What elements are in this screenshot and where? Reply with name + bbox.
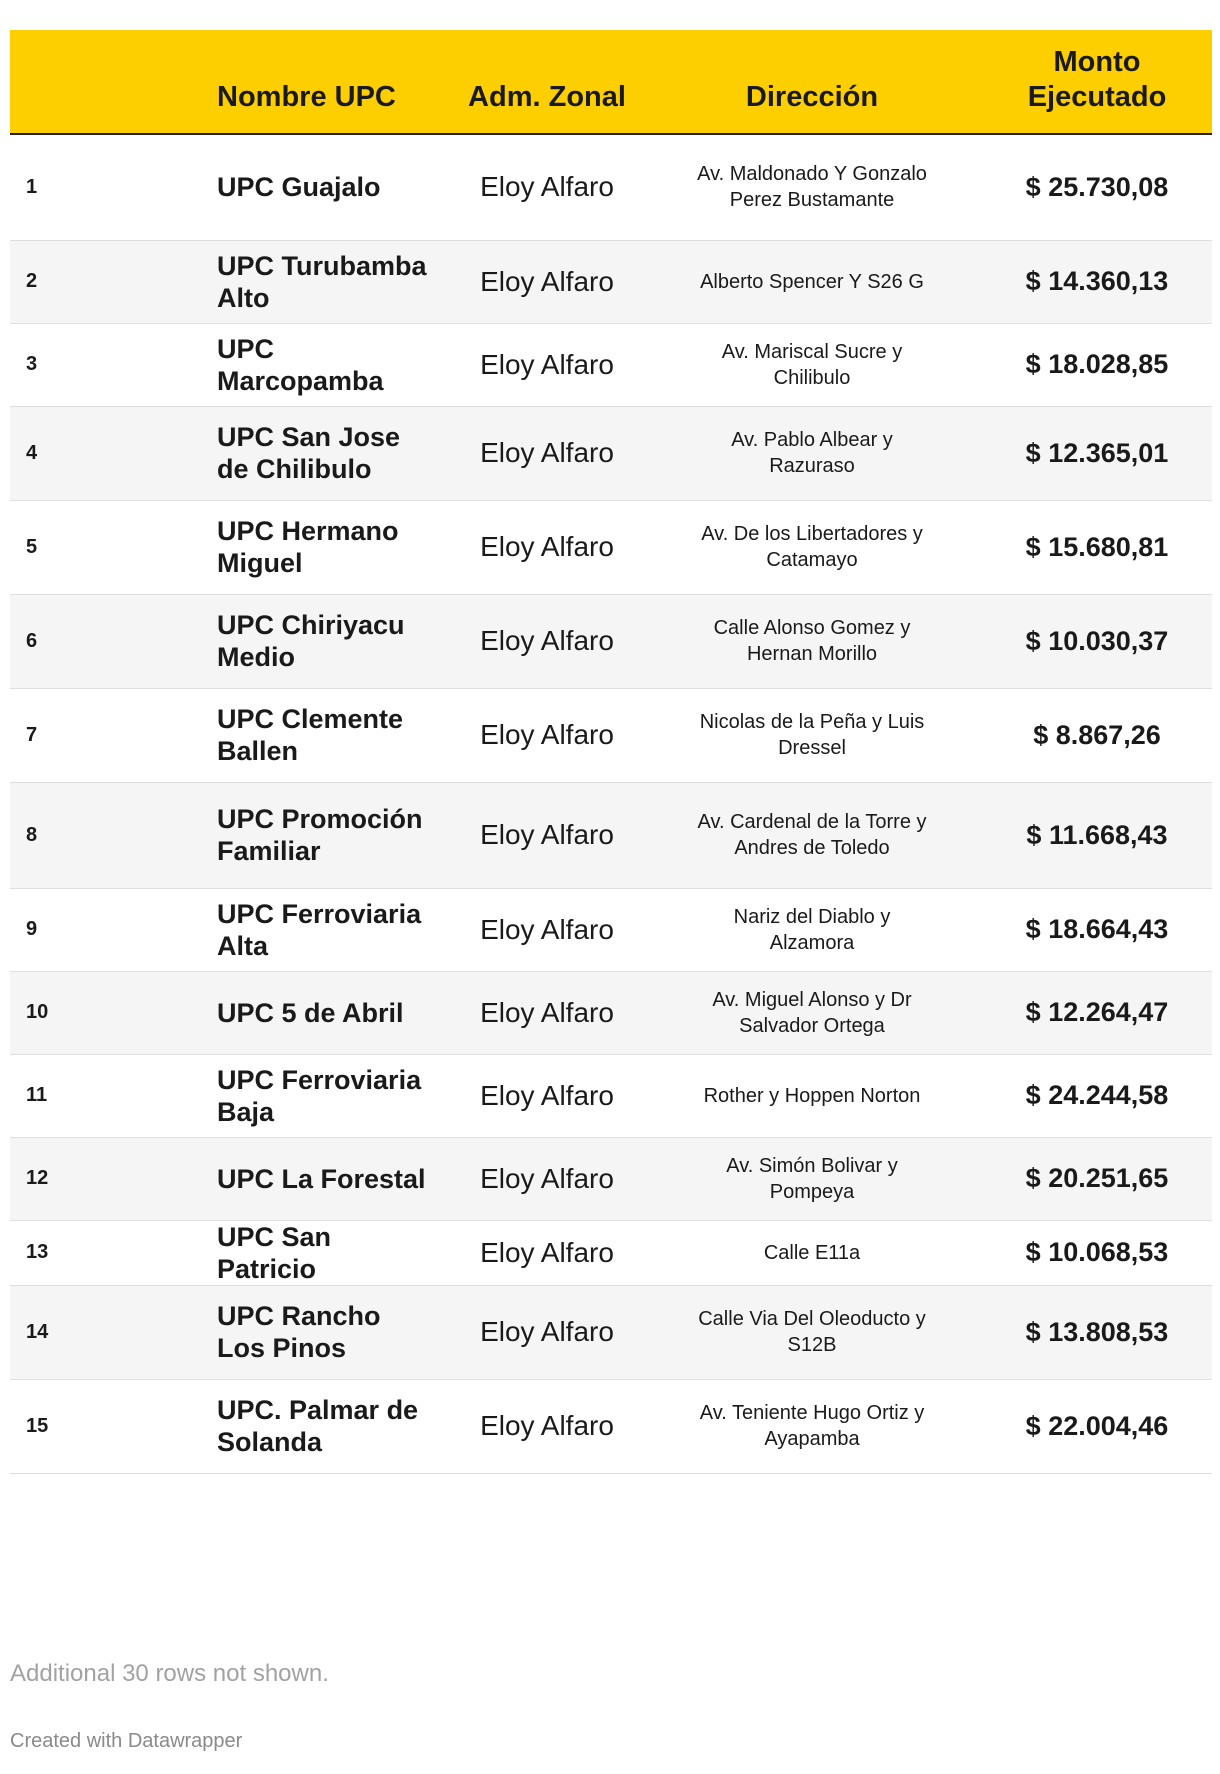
row-number: 2 (26, 270, 38, 292)
upc-name-cell: UPC San Jose de Chilibulo (217, 422, 401, 484)
table-row (10, 888, 1212, 971)
table-row (10, 688, 1212, 782)
monto-cell: $ 8.867,26 (1033, 719, 1161, 750)
upc-name-cell: UPC Clemente Ballen (217, 704, 404, 766)
direccion-cell: Calle E11a (763, 1241, 861, 1264)
table-header (10, 30, 1212, 134)
table-row (10, 240, 1212, 323)
upc-name-cell: UPC La Forestal (217, 1163, 426, 1194)
direccion-cell: Av. Cardenal de la Torre y Andres de Toledo (697, 811, 927, 859)
table-row (10, 134, 1212, 240)
direccion-cell: Av. De los Libertadores y Catamayo (701, 523, 923, 571)
monto-cell: $ 15.680,81 (1025, 531, 1169, 562)
table-row (10, 1137, 1212, 1220)
row-number: 10 (26, 1001, 49, 1023)
monto-cell: $ 10.068,53 (1025, 1237, 1169, 1267)
adm-zonal-cell: Eloy Alfaro (480, 719, 614, 750)
adm-zonal-cell: Eloy Alfaro (480, 265, 614, 297)
upc-name-cell: UPC Rancho Los Pinos (217, 1301, 381, 1363)
adm-zonal-cell: Eloy Alfaro (480, 1079, 614, 1111)
row-number: 11 (26, 1084, 48, 1106)
header-nombre-upc[interactable]: Nombre UPC (112, 30, 452, 134)
header-direccion[interactable]: Dirección (642, 30, 982, 134)
adm-zonal-cell: Eloy Alfaro (480, 1162, 614, 1194)
monto-cell: $ 11.668,43 (1026, 819, 1168, 850)
table-row (10, 500, 1212, 594)
row-number: 15 (26, 1414, 49, 1437)
direccion-cell: Calle Alonso Gomez y Hernan Morillo (713, 617, 911, 665)
upc-name-cell: UPC Promoción Familiar (217, 804, 423, 866)
adm-zonal-cell: Eloy Alfaro (480, 531, 614, 562)
upc-name-cell: UPC Ferroviaria Baja (217, 1064, 422, 1127)
monto-cell: $ 13.808,53 (1025, 1316, 1169, 1347)
row-number: 6 (26, 629, 38, 652)
upc-name-cell: UPC Turubamba Alto (217, 250, 427, 313)
monto-cell: $ 12.365,01 (1025, 437, 1169, 468)
adm-zonal-cell: Eloy Alfaro (480, 1236, 614, 1268)
header-monto-ejecutado[interactable] (982, 30, 1212, 134)
row-number: 13 (26, 1241, 49, 1263)
adm-zonal-cell: Eloy Alfaro (480, 913, 614, 945)
upc-name-cell: UPC Guajalo (217, 172, 381, 203)
direccion-cell: Av. Teniente Hugo Ortiz y Ayapamba (699, 1402, 925, 1450)
table-row (10, 1379, 1212, 1473)
upc-name-cell: UPC Ferroviaria Alta (217, 898, 422, 961)
monto-cell: $ 22.004,46 (1025, 1410, 1169, 1441)
table-row (10, 323, 1212, 406)
upc-name-cell: UPC Chiriyacu Medio (217, 610, 405, 672)
table-body (10, 134, 1212, 1473)
table-container (10, 30, 1212, 1474)
rows-not-shown-note: Additional 30 rows not shown. (10, 1660, 329, 1687)
table-row (10, 594, 1212, 688)
row-number: 12 (26, 1167, 49, 1189)
direccion-cell: Av. Simón Bolivar y Pompeya (726, 1154, 898, 1203)
upc-name-cell: UPC San Patricio (217, 1221, 332, 1284)
adm-zonal-cell: Eloy Alfaro (480, 348, 614, 380)
table-row (10, 1220, 1212, 1285)
upc-table (10, 30, 1212, 1474)
monto-cell: $ 18.664,43 (1025, 914, 1169, 944)
adm-zonal-cell: Eloy Alfaro (480, 171, 614, 203)
row-number: 3 (26, 353, 38, 375)
adm-zonal-cell: Eloy Alfaro (480, 819, 614, 850)
table-row (10, 406, 1212, 500)
upc-name-cell: UPC Hermano Miguel (217, 516, 399, 578)
monto-cell: $ 18.028,85 (1025, 349, 1169, 379)
monto-cell: $ 12.264,47 (1025, 997, 1169, 1027)
row-number: 5 (26, 535, 38, 558)
direccion-cell: Av. Miguel Alonso y Dr Salvador Ortega (712, 988, 912, 1037)
direccion-cell: Av. Pablo Albear y Razuraso (731, 429, 893, 477)
table-row (10, 1054, 1212, 1137)
datawrapper-credit[interactable]: Created with Datawrapper (10, 1730, 243, 1752)
adm-zonal-cell: Eloy Alfaro (480, 437, 614, 468)
header-row (10, 30, 1212, 134)
row-number: 7 (26, 723, 38, 746)
header-monto-label: Monto Ejecutado (1027, 46, 1167, 113)
direccion-cell: Av. Mariscal Sucre y Chilibulo (721, 340, 903, 389)
direccion-cell: Nariz del Diablo y Alzamora (733, 905, 891, 954)
table-row (10, 1285, 1212, 1379)
upc-name-cell: UPC. Palmar de Solanda (217, 1395, 419, 1457)
monto-cell: $ 10.030,37 (1025, 625, 1169, 656)
upc-name-cell: UPC 5 de Abril (217, 997, 404, 1028)
row-number: 9 (26, 918, 38, 940)
direccion-cell: Av. Maldonado Y Gonzalo Perez Bustamante (697, 163, 927, 212)
monto-cell: $ 24.244,58 (1025, 1080, 1169, 1110)
direccion-cell: Rother y Hoppen Norton (703, 1084, 921, 1107)
adm-zonal-cell: Eloy Alfaro (480, 996, 614, 1028)
direccion-cell: Calle Via Del Oleoducto y S12B (698, 1308, 926, 1356)
direccion-cell: Alberto Spencer Y S26 G (700, 270, 924, 293)
direccion-cell: Nicolas de la Peña y Luis Dressel (699, 711, 925, 759)
header-adm-zonal[interactable]: Adm. Zonal (452, 30, 642, 134)
table-row (10, 782, 1212, 888)
table-row (10, 971, 1212, 1054)
row-number: 1 (26, 175, 38, 198)
monto-cell: $ 25.730,08 (1025, 171, 1169, 202)
row-number: 4 (26, 441, 38, 464)
monto-cell: $ 14.360,13 (1025, 266, 1169, 296)
row-number: 14 (26, 1320, 49, 1343)
adm-zonal-cell: Eloy Alfaro (480, 1410, 614, 1441)
header-num[interactable] (10, 30, 112, 134)
adm-zonal-cell: Eloy Alfaro (480, 625, 614, 656)
upc-name-cell: UPC Marcopamba (217, 333, 384, 396)
row-number: 8 (26, 823, 38, 846)
adm-zonal-cell: Eloy Alfaro (480, 1316, 614, 1347)
monto-cell: $ 20.251,65 (1025, 1163, 1169, 1193)
